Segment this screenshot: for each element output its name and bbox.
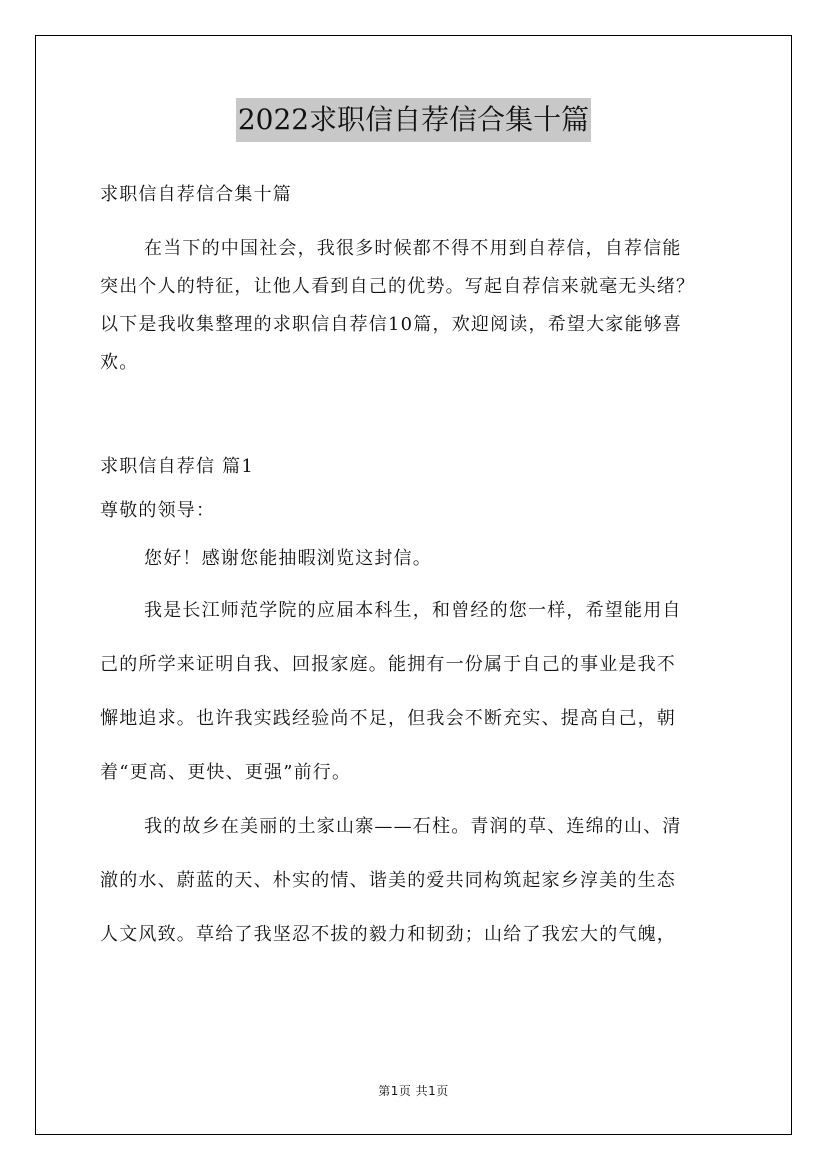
document-title: 2022求职信自荐信合集十篇: [236, 98, 591, 142]
intro-line: 突出个人的特征，让他人看到自己的优势。写起自荐信来就毫无头绪？: [100, 276, 696, 297]
paragraph-line: 着“更高、更快、更强”前行。: [100, 762, 352, 783]
paragraph-2: [100, 808, 732, 954]
intro-line: 欢。: [100, 352, 139, 373]
title-container: [0, 98, 827, 142]
document-body: [100, 176, 732, 954]
paragraph-line: 懈地追求。也许我实践经验尚不足，但我会不断充实、提高自己，朝: [100, 708, 676, 729]
paragraph-line: 澈的水、蔚蓝的天、朴实的情、谐美的爱共同构筑起家乡淳美的生态: [100, 870, 676, 891]
intro-line: 在当下的中国社会，我很多时候都不得不用到自荐信，自荐信能: [144, 238, 682, 259]
page-footer: 第1页 共1页: [378, 1084, 449, 1098]
paragraph-line: 人文风致。草给了我坚忍不拔的毅力和韧劲；山给了我宏大的气魄，: [100, 924, 676, 945]
salutation: 尊敬的领导：: [100, 500, 216, 521]
paragraph-1: [100, 592, 732, 792]
intro-paragraph: [100, 230, 732, 382]
section-heading: 求职信自荐信 篇1: [100, 456, 254, 477]
greeting: 您好！感谢您能抽暇浏览这封信。: [144, 548, 432, 569]
paragraph-line: 我是长江师范学院的应届本科生，和曾经的您一样，希望能用自: [144, 600, 682, 621]
paragraph-line: 己的所学来证明自我、回报家庭。能拥有一份属于自己的事业是我不: [100, 654, 676, 675]
paragraph-line: 我的故乡在美丽的土家山寨——石柱。青润的草、连绵的山、清: [144, 816, 682, 837]
subtitle: 求职信自荐信合集十篇: [100, 184, 292, 205]
intro-line: 以下是我收集整理的求职信自荐信10篇，欢迎阅读，希望大家能够喜: [100, 314, 683, 335]
